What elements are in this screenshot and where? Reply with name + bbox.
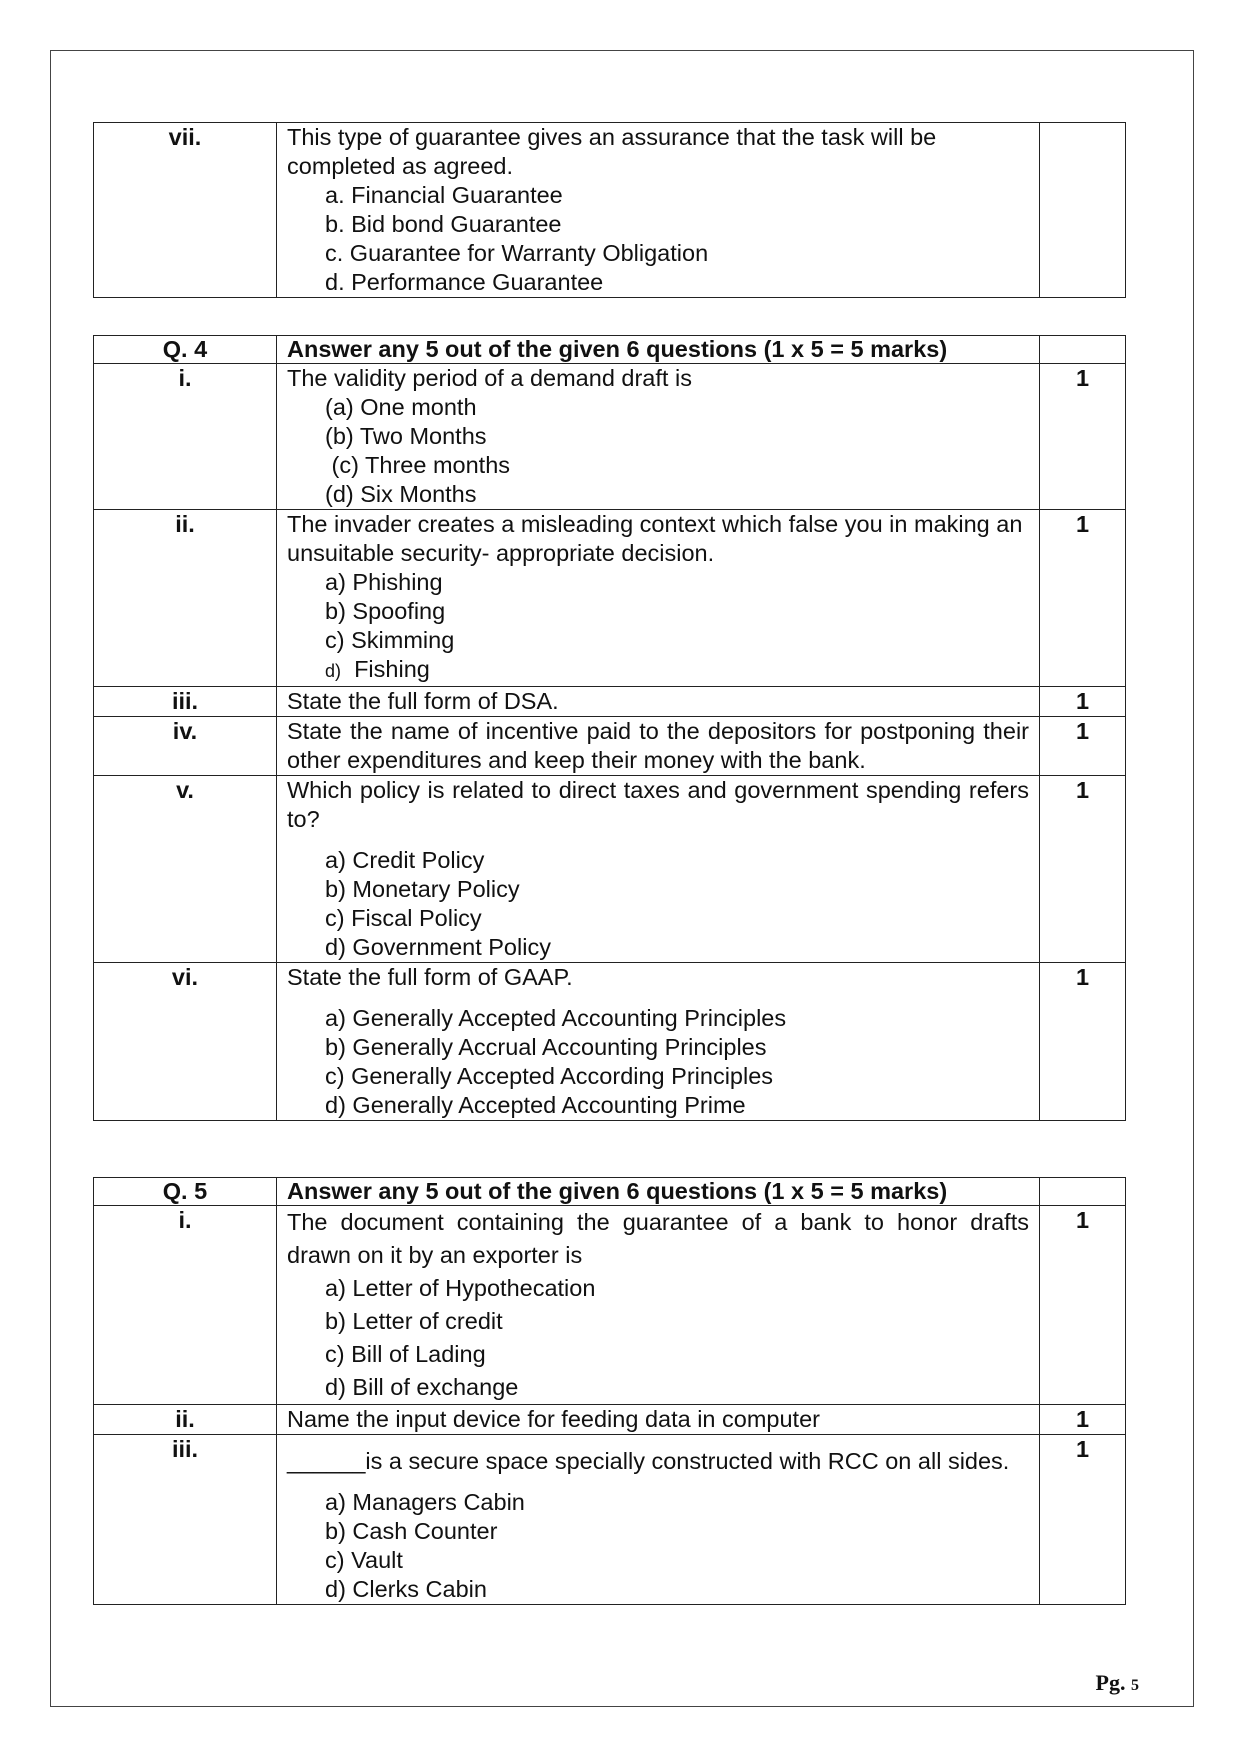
spacer [287,1476,1029,1488]
option: d) Bill of exchange [325,1374,519,1400]
question-number: vi. [94,963,277,1121]
question-number: ii. [94,1405,277,1435]
option: c) Generally Accepted According Principles [325,1063,774,1089]
q4-table [93,335,1126,1121]
question-cell [277,123,1040,298]
option: a) Letter of Hypothecation [325,1275,596,1301]
option: b) Spoofing [325,598,446,624]
option: (a) One month [325,394,477,420]
table-row [94,717,1126,776]
q5-table [93,1177,1126,1605]
option-list [287,1004,1029,1120]
option: b) Monetary Policy [325,876,520,902]
question-text: Name the input device for feeding data in computer [277,1405,1040,1435]
question-text: The validity period of a demand draft is [287,365,692,391]
option-list [287,568,1029,686]
question-number: i. [94,364,277,510]
option: d) Government Policy [325,934,551,960]
question-cell [277,510,1040,687]
question-number: iii. [94,687,277,717]
marks-value: 1 [1040,776,1126,963]
question-text: State the full form of DSA. [277,687,1040,717]
section-title: Answer any 5 out of the given 6 questions (1 x 5 = 5 marks) [277,336,1040,364]
option: c) Fiscal Policy [325,905,482,931]
table-row [94,123,1126,298]
question-text: Which policy is related to direct taxes and government spending refers to? [287,777,1029,832]
option: c) Skimming [325,627,455,653]
option: b) Generally Accrual Accounting Principles [325,1034,767,1060]
table-row [94,776,1126,963]
spacer [287,1435,1029,1447]
table-header-row [94,1178,1126,1206]
option-list [287,1488,1029,1604]
marks-cell [1040,336,1126,364]
option-list [287,181,1029,297]
option: a) Generally Accepted Accounting Principles [325,1005,787,1031]
question-cell [277,1435,1040,1605]
option: a) Managers Cabin [325,1489,525,1515]
page-number-value: 5 [1131,1677,1139,1694]
option: b) Cash Counter [325,1518,498,1544]
question-number: iv. [94,717,277,776]
question-number: ii. [94,510,277,687]
marks-value: 1 [1040,364,1126,510]
question-text: The document containing the guarantee of a bank to honor drafts drawn on it by an exporter is [287,1209,1029,1268]
question-text: State the name of incentive paid to the depositors for postponing their other expenditures and keep their money with the bank. [277,717,1040,776]
table-row [94,1435,1126,1605]
question-number: Q. 4 [94,336,277,364]
spacer [287,834,1029,846]
option: a) Phishing [325,569,443,595]
question-text: State the full form of GAAP. [287,964,573,990]
table-row [94,687,1126,717]
table-row [94,963,1126,1121]
marks-value: 1 [1040,1206,1126,1405]
page-label: Pg. [1095,1670,1126,1695]
table-header-row [94,336,1126,364]
option: d. Performance Guarantee [325,269,604,295]
table-row [94,1206,1126,1405]
option: c. Guarantee for Warranty Obligation [325,240,709,266]
option: a) Credit Policy [325,847,485,873]
marks-value: 1 [1040,510,1126,687]
option-list [287,393,1029,509]
question-cell [277,364,1040,510]
page-number [1096,1670,1139,1696]
marks-cell [1040,1178,1126,1206]
question-number: iii. [94,1435,277,1605]
question-cell [277,1206,1040,1405]
table-row [94,1405,1126,1435]
question-number: Q. 5 [94,1178,277,1206]
option [325,655,1029,686]
option: c) Bill of Lading [325,1341,486,1367]
spacer [287,992,1029,1004]
question-number: v. [94,776,277,963]
question-cell [277,963,1040,1121]
option: (c) Three months [325,452,511,478]
question-text: The invader creates a misleading context which false you in making an unsuitable security- appropriate decision. [287,511,1023,566]
marks-value: 1 [1040,963,1126,1121]
question-cell [277,776,1040,963]
section-title: Answer any 5 out of the given 6 questions (1 x 5 = 5 marks) [277,1178,1040,1206]
marks-value: 1 [1040,1405,1126,1435]
marks-value: 1 [1040,1435,1126,1605]
question-number: vii. [94,123,277,298]
question-number: i. [94,1206,277,1405]
option: c) Vault [325,1547,403,1573]
marks-value: 1 [1040,687,1126,717]
marks-value: 1 [1040,717,1126,776]
option: (b) Two Months [325,423,487,449]
option: (d) Six Months [325,481,477,507]
option-list [287,846,1029,962]
option: d) Clerks Cabin [325,1576,487,1602]
option: a. Financial Guarantee [325,182,563,208]
question-text: ______is a secure space specially constructed with RCC on all sides. [287,1448,1010,1474]
q3-table [93,122,1126,298]
option: b) Letter of credit [325,1308,503,1334]
option-list [287,1272,1029,1404]
option: b. Bid bond Guarantee [325,211,562,237]
table-row [94,364,1126,510]
marks-cell [1040,123,1126,298]
option-letter: d) [325,661,342,681]
table-row [94,510,1126,687]
question-text: This type of guarantee gives an assurance that the task will be completed as agreed. [287,124,937,179]
option-text: Fishing [354,656,430,682]
option: d) Generally Accepted Accounting Prime [325,1092,746,1118]
